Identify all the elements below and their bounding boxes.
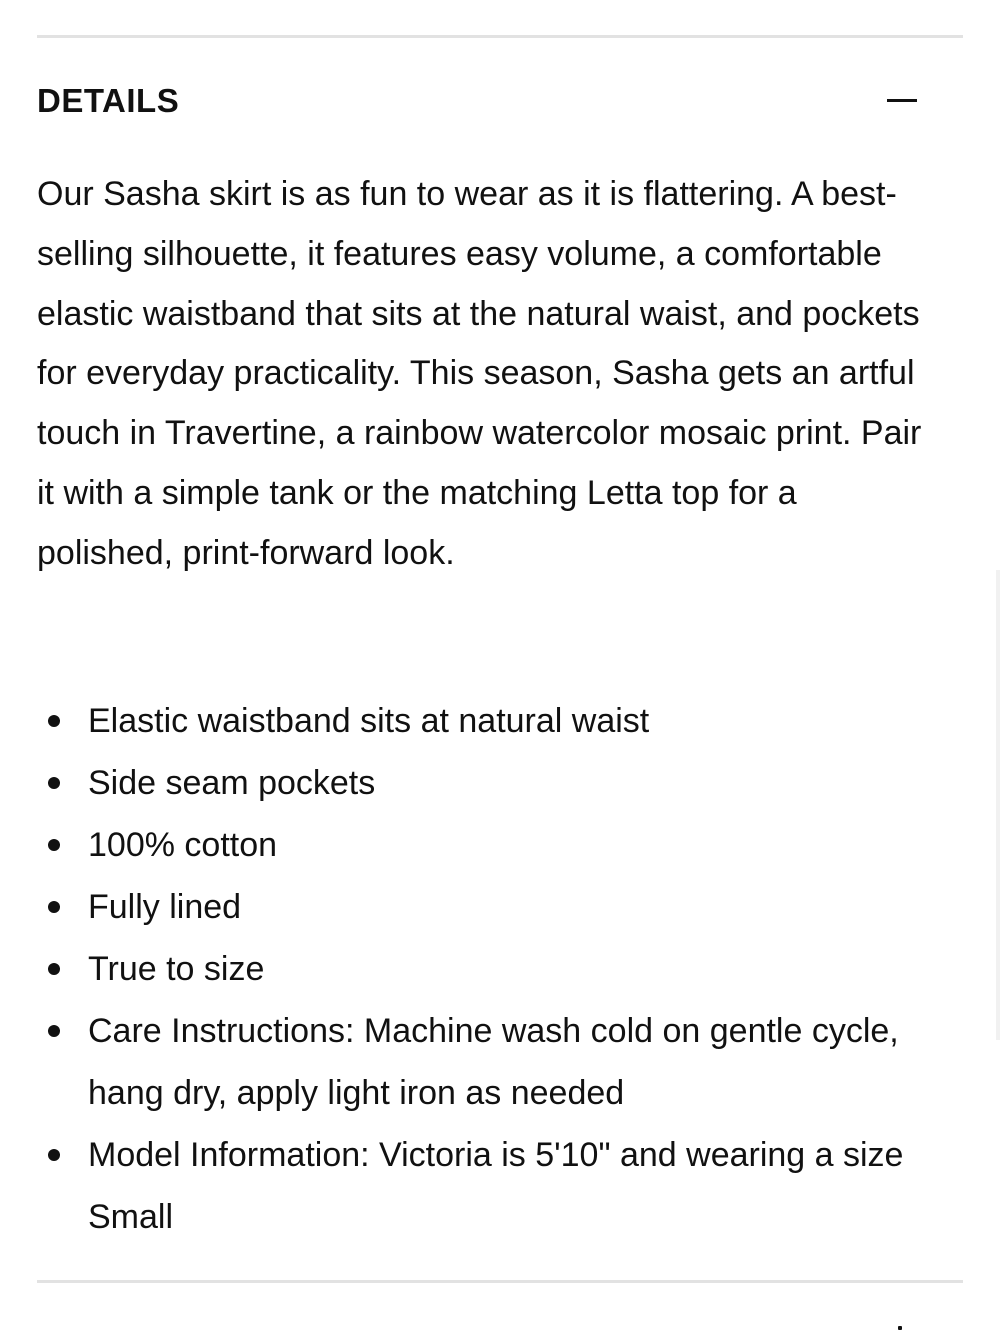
feature-item-text: Side seam pockets xyxy=(88,764,376,802)
bullet-icon xyxy=(48,715,60,727)
next-section-toggle-icon[interactable] xyxy=(898,1326,902,1330)
feature-item-text: Fully lined xyxy=(88,888,242,926)
feature-item-text: Model Information: Victoria is 5'10" and wearing a size Small xyxy=(88,1136,904,1236)
feature-item xyxy=(37,690,937,752)
bullet-icon xyxy=(48,1149,60,1161)
bullet-icon xyxy=(48,839,60,851)
feature-item xyxy=(37,814,937,876)
feature-item-text: Care Instructions: Machine wash cold on gentle cycle, hang dry, apply light iron as needed xyxy=(88,1012,899,1112)
details-section-title: DETAILS xyxy=(37,82,180,119)
feature-item xyxy=(37,1000,937,1124)
product-description: Our Sasha skirt is as fun to wear as it is flattering. A best-selling silhouette, it features easy volume, a comfortable elastic waistband that sits at the natural waist, and pockets for everyday practicality. This season, Sasha gets an artful touch in Travertine, a rainbow watercolor mosaic print. Pair it with a simple tank or the matching Letta top for a polished, print-forward look. xyxy=(37,175,922,572)
bullet-icon xyxy=(48,901,60,913)
feature-item-text: 100% cotton xyxy=(88,826,278,864)
section-divider-bottom xyxy=(37,1280,963,1283)
section-divider-top xyxy=(37,35,963,38)
minus-icon[interactable] xyxy=(887,99,917,102)
bullet-icon xyxy=(48,1025,60,1037)
feature-item-text: Elastic waistband sits at natural waist xyxy=(88,702,650,740)
feature-item xyxy=(37,938,937,1000)
feature-item xyxy=(37,752,937,814)
details-accordion-header[interactable] xyxy=(37,76,963,128)
feature-item xyxy=(37,1124,937,1248)
product-feature-list xyxy=(37,690,937,1248)
bullet-icon xyxy=(48,777,60,789)
feature-item xyxy=(37,876,937,938)
bullet-icon xyxy=(48,963,60,975)
feature-item-text: True to size xyxy=(88,950,265,988)
scrollbar[interactable] xyxy=(996,570,1000,1040)
